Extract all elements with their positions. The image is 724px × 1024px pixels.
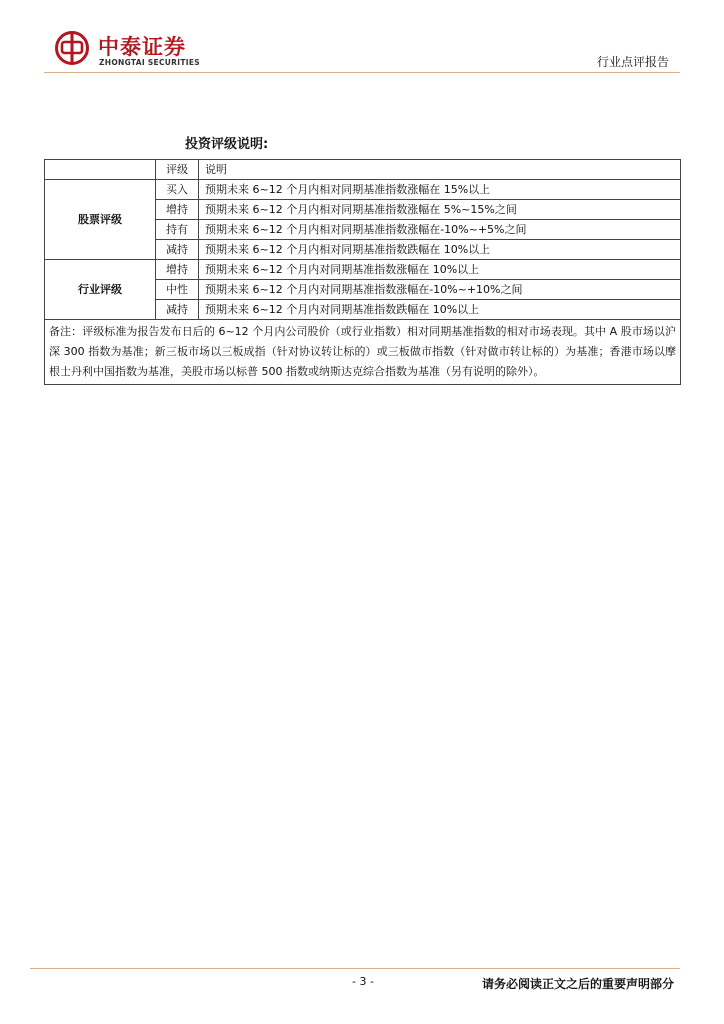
header-description: 说明 bbox=[199, 160, 681, 180]
rating-description: 预期未来 6~12 个月内相对同期基准指数涨幅在 15%以上 bbox=[199, 180, 681, 200]
rating-level: 增持 bbox=[156, 200, 199, 220]
rating-level: 中性 bbox=[156, 280, 199, 300]
rating-level: 持有 bbox=[156, 220, 199, 240]
table-note-row bbox=[45, 320, 681, 385]
footer-disclaimer: 请务必阅读正文之后的重要声明部分 bbox=[481, 977, 674, 991]
header-blank-cell bbox=[45, 160, 156, 180]
rating-description: 预期未来 6~12 个月内相对同期基准指数跌幅在 10%以上 bbox=[199, 240, 681, 260]
industry-rating-category: 行业评级 bbox=[45, 260, 156, 320]
footer-divider bbox=[30, 968, 680, 969]
rating-note: 备注：评级标准为报告发布日后的 6~12 个月内公司股价（或行业指数）相对同期基准指数的相对市场表现。其中 A 股市场以沪深 300 指数为基准；新三板市场以三板成指（针对协议转让标的）或三板做市指数（针对做市转让标的）为基准；香港市场以摩根士丹利中国指数为基准，美股市场以标普 500 指数或纳斯达克综合指数为基准（另有说明的除外）。 bbox=[45, 320, 681, 385]
rating-description: 预期未来 6~12 个月内对同期基准指数涨幅在-10%~+10%之间 bbox=[199, 280, 681, 300]
rating-level: 增持 bbox=[156, 260, 199, 280]
page-number: - 3 - bbox=[352, 975, 374, 988]
rating-level: 减持 bbox=[156, 300, 199, 320]
company-name-en: ZHONGTAI SECURITIES bbox=[99, 58, 200, 67]
report-type-label: 行业点评报告 bbox=[596, 55, 669, 69]
section-title: 投资评级说明: bbox=[185, 137, 269, 152]
rating-table bbox=[44, 159, 681, 385]
header-rating: 评级 bbox=[156, 160, 199, 180]
rating-description: 预期未来 6~12 个月内对同期基准指数涨幅在 10%以上 bbox=[199, 260, 681, 280]
header-divider bbox=[44, 72, 680, 73]
table-row bbox=[45, 260, 681, 280]
zhongtai-logo-icon bbox=[54, 30, 90, 66]
rating-description: 预期未来 6~12 个月内对同期基准指数跌幅在 10%以上 bbox=[199, 300, 681, 320]
table-header-row bbox=[45, 160, 681, 180]
rating-level: 减持 bbox=[156, 240, 199, 260]
stock-rating-category: 股票评级 bbox=[45, 180, 156, 260]
company-name-cn: 中泰证券 bbox=[98, 35, 186, 59]
rating-description: 预期未来 6~12 个月内相对同期基准指数涨幅在 5%~15%之间 bbox=[199, 200, 681, 220]
table-row bbox=[45, 180, 681, 200]
rating-level: 买入 bbox=[156, 180, 199, 200]
page-header bbox=[0, 0, 724, 80]
rating-description: 预期未来 6~12 个月内相对同期基准指数涨幅在-10%~+5%之间 bbox=[199, 220, 681, 240]
